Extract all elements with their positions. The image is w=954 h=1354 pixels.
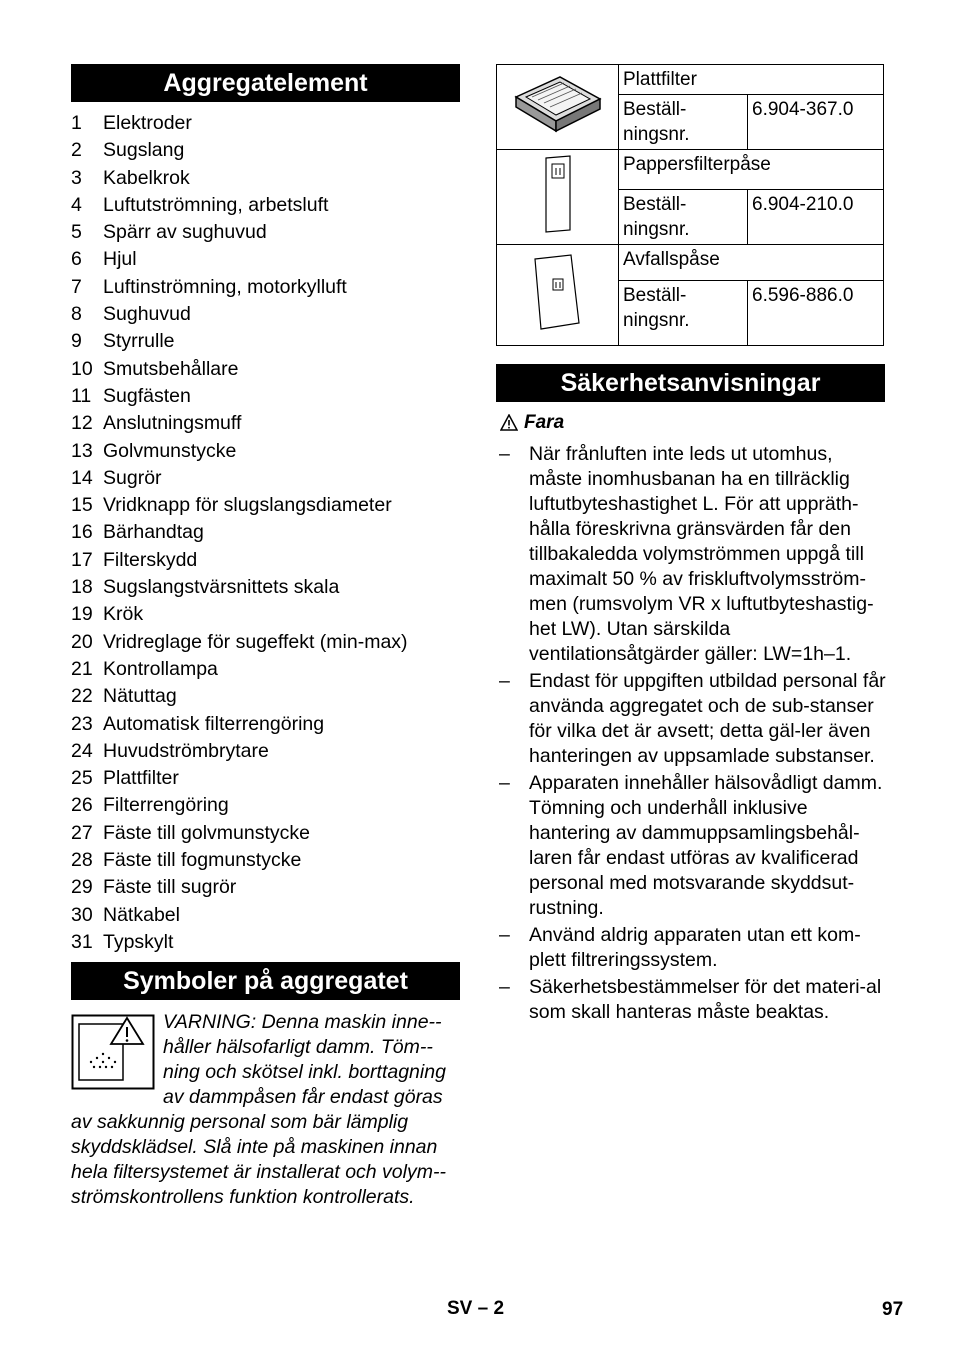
order-label: Beställ-ningsnr. xyxy=(619,95,748,150)
heading-sakerhetsanvisningar: Säkerhetsanvisningar xyxy=(496,364,885,402)
item-label: Vridknapp för slugslangsdiameter xyxy=(103,494,392,517)
paper-filter-bag-icon xyxy=(538,154,578,234)
dash-marker: – xyxy=(499,772,510,794)
flat-filter-icon xyxy=(508,69,608,139)
item-number: 7 xyxy=(71,275,82,298)
item-label: Sugrör xyxy=(103,466,162,489)
item-number: 30 xyxy=(71,903,93,926)
item-number: 27 xyxy=(71,821,93,844)
item-number: 22 xyxy=(71,685,93,708)
item-number: 13 xyxy=(71,439,93,462)
heading-aggregatelement: Aggregatelement xyxy=(71,64,460,102)
bullet-text: Apparaten innehåller hälsovådligt damm. Tömning och underhåll inklusive hantering av dammuppsamlingsbehål-laren får endast utföras av kvalificerad personal med motsvarande skyddsut-rustning. xyxy=(529,772,883,919)
item-number: 18 xyxy=(71,576,93,599)
item-label: Luftutströmning, arbetsluft xyxy=(103,193,329,216)
table-row xyxy=(497,150,884,190)
list-item xyxy=(71,847,461,874)
flat-filter-image xyxy=(497,65,619,150)
item-number: 1 xyxy=(71,112,82,134)
item-number: 9 xyxy=(71,330,82,353)
item-label: Kontrollampa xyxy=(103,657,218,680)
dash-marker: – xyxy=(499,670,510,692)
item-label: Sugfästen xyxy=(103,384,191,407)
item-number: 31 xyxy=(71,930,93,953)
bullet-item xyxy=(496,442,888,667)
dash-marker: – xyxy=(499,924,510,946)
item-number: 4 xyxy=(71,193,82,216)
list-item xyxy=(71,929,461,956)
part-name: Avfallspåse xyxy=(619,245,884,281)
list-item xyxy=(71,902,461,929)
heading-symboler: Symboler på aggregatet xyxy=(71,962,460,1000)
list-item xyxy=(71,192,461,219)
table-row xyxy=(497,245,884,281)
item-label: Huvudströmbrytare xyxy=(103,739,269,762)
item-number: 15 xyxy=(71,494,93,517)
item-number: 29 xyxy=(71,876,93,899)
item-number: 16 xyxy=(71,521,93,544)
bullet-text: När frånluften inte leds ut utomhus, måste inomhusbanan ha en tillräcklig luftutbyteshastighet L. För att uppräth-hålla föreskrivna gränsvärden får den tillbakaledda volymströmmen uppgå till maximalt 50 % av friskluftvolymsström-men (rumsvolym VR x luftutbyteshastig-het LW). Utan särskilda ventilationsåtgärder gäller: LW=1h–1. xyxy=(529,443,874,665)
footer-sep: – 2 xyxy=(477,1298,505,1319)
item-label: Krök xyxy=(103,603,144,626)
list-item xyxy=(71,792,461,819)
footer-language xyxy=(447,1298,504,1320)
list-item xyxy=(71,820,461,847)
item-label: Spärr av sughuvud xyxy=(103,221,267,244)
list-item xyxy=(71,656,461,683)
order-number: 6.904-210.0 xyxy=(748,190,884,245)
item-label: Nätkabel xyxy=(103,903,180,926)
item-label: Automatisk filterrengöring xyxy=(103,712,325,735)
list-item xyxy=(71,519,461,546)
item-number: 11 xyxy=(71,384,92,407)
item-number: 14 xyxy=(71,466,93,489)
item-number: 8 xyxy=(71,303,82,326)
item-label: Smutsbehållare xyxy=(103,357,239,380)
item-number: 5 xyxy=(71,221,82,244)
item-label: Filterrengöring xyxy=(103,794,229,817)
item-number: 2 xyxy=(71,139,82,162)
item-number: 25 xyxy=(71,767,93,790)
item-label: Typskylt xyxy=(103,930,174,953)
item-label: Filterskydd xyxy=(103,548,198,571)
item-label: Bärhandtag xyxy=(103,521,204,544)
warning-text: VARNING: Denna maskin inne-håller hälsofarligt damm. Töm-ning och skötsel inkl. borttagning av dammpåsen får endast göras av sakkunnig personal som bär lämplig skyddsklädsel. Slå inte på maskinen innan hela filtersystemet är installerat och volym-strömskontrollens funktion kontrollerats. xyxy=(71,1011,446,1208)
item-label: Plattfilter xyxy=(103,767,179,790)
parts-table xyxy=(496,64,884,346)
part-name: Pappersfilterpåse xyxy=(619,150,884,190)
component-list xyxy=(71,110,461,956)
dash-marker: – xyxy=(499,443,510,465)
item-label: Sughuvud xyxy=(103,303,191,326)
item-label: Vridreglage för sugeffekt (min-max) xyxy=(103,630,408,653)
part-name: Plattfilter xyxy=(619,65,884,95)
list-item xyxy=(71,301,461,328)
item-number: 6 xyxy=(71,248,82,271)
bullet-item xyxy=(496,771,888,921)
list-item xyxy=(71,629,461,656)
list-item xyxy=(71,328,461,355)
order-label: Beställ-ningsnr. xyxy=(619,190,748,245)
bullet-item xyxy=(496,975,888,1025)
bullet-item xyxy=(496,923,888,973)
list-item xyxy=(71,219,461,246)
item-label: Luftinströmning, motorkylluft xyxy=(103,275,347,298)
list-item xyxy=(71,738,461,765)
page-number: 97 xyxy=(882,1299,904,1320)
list-item xyxy=(71,410,461,437)
warning-triangle-icon xyxy=(500,414,518,431)
item-number: 12 xyxy=(71,412,93,435)
dash-marker: – xyxy=(499,976,510,998)
item-number: 26 xyxy=(71,794,93,817)
item-label: Kabelkrok xyxy=(103,166,190,189)
danger-label-row xyxy=(500,412,564,434)
list-item xyxy=(71,110,461,137)
warning-block xyxy=(71,1010,463,1210)
item-number: 28 xyxy=(71,849,93,872)
waste-bag-image xyxy=(497,245,619,346)
list-item xyxy=(71,711,461,738)
bullet-item xyxy=(496,669,888,769)
item-label: Hjul xyxy=(103,248,137,271)
list-item xyxy=(71,165,461,192)
bullet-text: Använd aldrig apparaten utan ett kom-plett filtreringssystem. xyxy=(529,924,861,971)
list-item xyxy=(71,492,461,519)
item-number: 24 xyxy=(71,739,93,762)
dust-hazard-icon xyxy=(71,1014,155,1090)
paper-filter-bag-image xyxy=(497,150,619,245)
item-label: Fäste till fogmunstycke xyxy=(103,849,302,872)
item-label: Fäste till golvmunstycke xyxy=(103,821,310,844)
item-number: 17 xyxy=(71,548,93,571)
item-label: Sugslangstvärsnittets skala xyxy=(103,576,340,599)
order-number: 6.904-367.0 xyxy=(748,95,884,150)
item-number: 21 xyxy=(71,657,93,680)
item-number: 10 xyxy=(71,357,93,380)
item-label: Styrrulle xyxy=(103,330,175,353)
list-item xyxy=(71,465,461,492)
item-label: Golvmunstycke xyxy=(103,439,237,462)
item-label: Sugslang xyxy=(103,139,185,162)
list-item xyxy=(71,383,461,410)
order-label: Beställ-ningsnr. xyxy=(619,281,748,346)
table-row xyxy=(497,65,884,95)
list-item xyxy=(71,137,461,164)
safety-bullets xyxy=(496,442,888,1027)
list-item xyxy=(71,683,461,710)
waste-bag-icon xyxy=(531,253,585,331)
list-item xyxy=(71,547,461,574)
list-item xyxy=(71,601,461,628)
list-item xyxy=(71,438,461,465)
item-label: Fäste till sugrör xyxy=(103,876,237,899)
bullet-text: Endast för uppgiften utbildad personal får använda aggregatet och de sub-stanser för vilka det är avsett; detta gäl-ler även hanteringen av uppsamlade substanser. xyxy=(529,670,886,767)
danger-label: Fara xyxy=(524,412,565,433)
list-item xyxy=(71,765,461,792)
item-number: 3 xyxy=(71,166,82,189)
list-item xyxy=(71,274,461,301)
footer-lang: SV xyxy=(447,1298,473,1319)
item-number: 19 xyxy=(71,603,93,626)
item-number: 23 xyxy=(71,712,93,735)
item-number: 20 xyxy=(71,630,93,653)
item-label: Anslutningsmuff xyxy=(103,412,242,435)
list-item xyxy=(71,574,461,601)
bullet-text: Säkerhetsbestämmelser för det materi-al som skall hanteras måste beaktas. xyxy=(529,976,882,1023)
order-number: 6.596-886.0 xyxy=(748,281,884,346)
list-item xyxy=(71,246,461,273)
item-label: Nätuttag xyxy=(103,685,177,708)
list-item xyxy=(71,356,461,383)
item-label: Elektroder xyxy=(103,112,192,134)
list-item xyxy=(71,874,461,901)
